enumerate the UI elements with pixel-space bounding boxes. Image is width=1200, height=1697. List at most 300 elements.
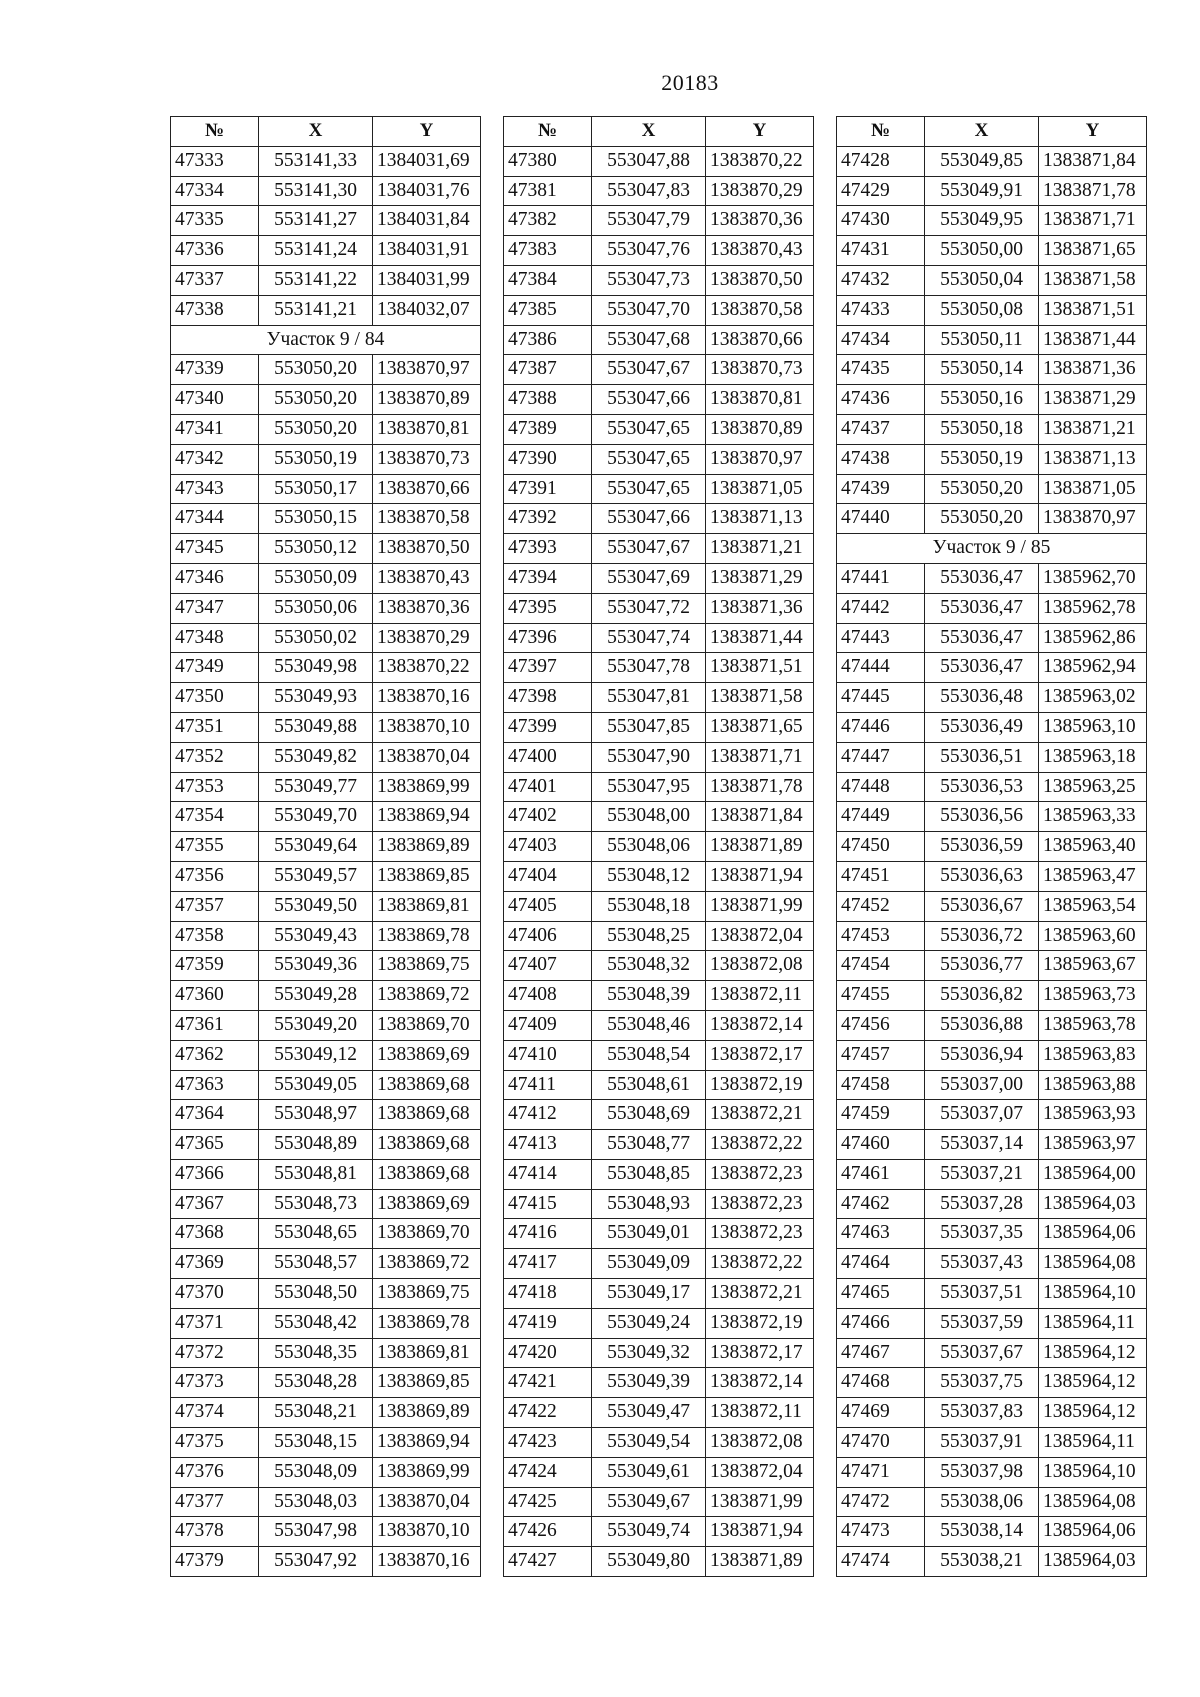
table-header-row <box>504 117 814 147</box>
table-row <box>837 981 1147 1011</box>
point-number: 47343 <box>171 474 259 504</box>
x-coordinate: 553037,14 <box>925 1130 1039 1160</box>
y-coordinate: 1384031,69 <box>373 146 481 176</box>
table-row <box>504 1428 814 1458</box>
y-coordinate: 1383869,78 <box>373 921 481 951</box>
y-coordinate: 1385963,33 <box>1039 802 1147 832</box>
x-coordinate: 553047,95 <box>592 772 706 802</box>
y-coordinate: 1383870,29 <box>706 176 814 206</box>
x-coordinate: 553037,21 <box>925 1159 1039 1189</box>
x-coordinate: 553036,51 <box>925 742 1039 772</box>
point-number: 47360 <box>171 981 259 1011</box>
x-coordinate: 553049,36 <box>259 951 373 981</box>
y-coordinate: 1383870,81 <box>706 385 814 415</box>
x-coordinate: 553047,72 <box>592 593 706 623</box>
x-coordinate: 553047,79 <box>592 206 706 236</box>
table-header-row <box>837 117 1147 147</box>
y-coordinate: 1383870,58 <box>706 295 814 325</box>
x-coordinate: 553050,20 <box>259 414 373 444</box>
point-number: 47353 <box>171 772 259 802</box>
point-number: 47333 <box>171 146 259 176</box>
point-number: 47391 <box>504 474 592 504</box>
x-coordinate: 553048,81 <box>259 1159 373 1189</box>
y-coordinate: 1383870,58 <box>373 504 481 534</box>
table-row <box>171 1547 481 1577</box>
table-row <box>171 712 481 742</box>
table-row <box>837 236 1147 266</box>
point-number: 47436 <box>837 385 925 415</box>
y-coordinate: 1384032,07 <box>373 295 481 325</box>
point-number: 47350 <box>171 683 259 713</box>
table-row <box>171 1398 481 1428</box>
y-coordinate: 1385963,88 <box>1039 1070 1147 1100</box>
y-coordinate: 1383871,21 <box>1039 414 1147 444</box>
y-coordinate: 1385964,12 <box>1039 1368 1147 1398</box>
x-coordinate: 553047,74 <box>592 623 706 653</box>
point-number: 47395 <box>504 593 592 623</box>
table-row <box>171 742 481 772</box>
table-row <box>837 176 1147 206</box>
y-coordinate: 1385963,78 <box>1039 1010 1147 1040</box>
x-coordinate: 553037,43 <box>925 1249 1039 1279</box>
table-row <box>171 802 481 832</box>
x-coordinate: 553049,05 <box>259 1070 373 1100</box>
y-coordinate: 1385963,67 <box>1039 951 1147 981</box>
y-coordinate: 1383871,51 <box>706 653 814 683</box>
x-coordinate: 553049,28 <box>259 981 373 1011</box>
table-row <box>504 1040 814 1070</box>
x-coordinate: 553049,47 <box>592 1398 706 1428</box>
x-coordinate: 553049,91 <box>925 176 1039 206</box>
y-coordinate: 1385964,11 <box>1039 1428 1147 1458</box>
y-coordinate: 1383869,89 <box>373 832 481 862</box>
point-number: 47444 <box>837 653 925 683</box>
table-row <box>171 1517 481 1547</box>
table-row <box>504 1100 814 1130</box>
table-row <box>504 444 814 474</box>
table-row <box>171 1159 481 1189</box>
point-number: 47335 <box>171 206 259 236</box>
y-coordinate: 1383869,68 <box>373 1159 481 1189</box>
point-number: 47470 <box>837 1428 925 1458</box>
point-number: 47374 <box>171 1398 259 1428</box>
point-number: 47448 <box>837 772 925 802</box>
y-coordinate: 1384031,99 <box>373 265 481 295</box>
point-number: 47359 <box>171 951 259 981</box>
y-coordinate: 1385963,83 <box>1039 1040 1147 1070</box>
x-coordinate: 553048,89 <box>259 1130 373 1160</box>
point-number: 47334 <box>171 176 259 206</box>
point-number: 47411 <box>504 1070 592 1100</box>
point-number: 47369 <box>171 1249 259 1279</box>
y-coordinate: 1383871,78 <box>1039 176 1147 206</box>
x-coordinate: 553141,24 <box>259 236 373 266</box>
table-row <box>504 265 814 295</box>
y-coordinate: 1383870,29 <box>373 623 481 653</box>
table-row <box>837 265 1147 295</box>
point-number: 47392 <box>504 504 592 534</box>
y-coordinate: 1383869,89 <box>373 1398 481 1428</box>
table-row <box>504 325 814 355</box>
point-number: 47356 <box>171 861 259 891</box>
x-coordinate: 553048,73 <box>259 1189 373 1219</box>
y-coordinate: 1383872,22 <box>706 1130 814 1160</box>
y-coordinate: 1385963,40 <box>1039 832 1147 862</box>
x-coordinate: 553047,68 <box>592 325 706 355</box>
x-coordinate: 553141,22 <box>259 265 373 295</box>
x-coordinate: 553049,20 <box>259 1010 373 1040</box>
table-row <box>171 176 481 206</box>
y-coordinate: 1383869,81 <box>373 891 481 921</box>
y-coordinate: 1383872,17 <box>706 1040 814 1070</box>
y-coordinate: 1385964,00 <box>1039 1159 1147 1189</box>
table-row <box>504 1279 814 1309</box>
y-coordinate: 1383871,84 <box>1039 146 1147 176</box>
coordinate-tables <box>170 116 1150 1586</box>
table-row <box>171 1279 481 1309</box>
point-number: 47344 <box>171 504 259 534</box>
x-coordinate: 553047,78 <box>592 653 706 683</box>
x-coordinate: 553050,11 <box>925 325 1039 355</box>
point-number: 47471 <box>837 1457 925 1487</box>
x-coordinate: 553049,74 <box>592 1517 706 1547</box>
table-row <box>504 981 814 1011</box>
y-coordinate: 1383870,81 <box>373 414 481 444</box>
x-coordinate: 553047,65 <box>592 414 706 444</box>
point-number: 47417 <box>504 1249 592 1279</box>
y-coordinate: 1383870,36 <box>373 593 481 623</box>
x-coordinate: 553141,27 <box>259 206 373 236</box>
x-coordinate: 553048,32 <box>592 951 706 981</box>
y-coordinate: 1383872,23 <box>706 1159 814 1189</box>
x-coordinate: 553047,73 <box>592 265 706 295</box>
point-number: 47466 <box>837 1308 925 1338</box>
point-number: 47390 <box>504 444 592 474</box>
point-number: 47468 <box>837 1368 925 1398</box>
header-number: № <box>837 117 925 147</box>
point-number: 47352 <box>171 742 259 772</box>
x-coordinate: 553049,95 <box>925 206 1039 236</box>
table-row <box>504 534 814 564</box>
table-row <box>837 1070 1147 1100</box>
x-coordinate: 553050,19 <box>925 444 1039 474</box>
x-coordinate: 553048,93 <box>592 1189 706 1219</box>
x-coordinate: 553048,12 <box>592 861 706 891</box>
point-number: 47377 <box>171 1487 259 1517</box>
x-coordinate: 553049,24 <box>592 1308 706 1338</box>
y-coordinate: 1383869,68 <box>373 1070 481 1100</box>
point-number: 47441 <box>837 563 925 593</box>
table-row <box>171 534 481 564</box>
x-coordinate: 553048,46 <box>592 1010 706 1040</box>
x-coordinate: 553048,28 <box>259 1368 373 1398</box>
point-number: 47437 <box>837 414 925 444</box>
table-row <box>171 1428 481 1458</box>
point-number: 47406 <box>504 921 592 951</box>
y-coordinate: 1383869,78 <box>373 1308 481 1338</box>
y-coordinate: 1383872,11 <box>706 1398 814 1428</box>
table-row <box>837 921 1147 951</box>
x-coordinate: 553048,39 <box>592 981 706 1011</box>
table-row <box>504 295 814 325</box>
y-coordinate: 1383870,50 <box>373 534 481 564</box>
point-number: 47453 <box>837 921 925 951</box>
table-row <box>171 891 481 921</box>
x-coordinate: 553050,19 <box>259 444 373 474</box>
table-row <box>171 653 481 683</box>
point-number: 47379 <box>171 1547 259 1577</box>
point-number: 47433 <box>837 295 925 325</box>
table-row <box>504 623 814 653</box>
x-coordinate: 553049,93 <box>259 683 373 713</box>
x-coordinate: 553036,72 <box>925 921 1039 951</box>
table-row <box>504 504 814 534</box>
x-coordinate: 553049,12 <box>259 1040 373 1070</box>
y-coordinate: 1383870,97 <box>706 444 814 474</box>
x-coordinate: 553047,67 <box>592 355 706 385</box>
y-coordinate: 1383871,94 <box>706 1517 814 1547</box>
y-coordinate: 1383870,22 <box>706 146 814 176</box>
table-row <box>171 951 481 981</box>
table-row <box>837 1040 1147 1070</box>
table-row <box>171 772 481 802</box>
table-row <box>504 1130 814 1160</box>
y-coordinate: 1385962,78 <box>1039 593 1147 623</box>
x-coordinate: 553050,20 <box>259 385 373 415</box>
point-number: 47413 <box>504 1130 592 1160</box>
table-row <box>504 1159 814 1189</box>
x-coordinate: 553048,03 <box>259 1487 373 1517</box>
y-coordinate: 1385962,86 <box>1039 623 1147 653</box>
x-coordinate: 553048,09 <box>259 1457 373 1487</box>
y-coordinate: 1383871,99 <box>706 1487 814 1517</box>
table-row <box>504 1338 814 1368</box>
coordinate-table-2 <box>503 116 814 1577</box>
x-coordinate: 553047,98 <box>259 1517 373 1547</box>
y-coordinate: 1383870,73 <box>373 444 481 474</box>
table-row <box>504 712 814 742</box>
y-coordinate: 1383871,44 <box>706 623 814 653</box>
x-coordinate: 553050,09 <box>259 563 373 593</box>
y-coordinate: 1385963,18 <box>1039 742 1147 772</box>
point-number: 47398 <box>504 683 592 713</box>
x-coordinate: 553048,25 <box>592 921 706 951</box>
table-row <box>837 1398 1147 1428</box>
x-coordinate: 553038,14 <box>925 1517 1039 1547</box>
table-row <box>171 414 481 444</box>
y-coordinate: 1383871,71 <box>1039 206 1147 236</box>
point-number: 47382 <box>504 206 592 236</box>
table-row <box>504 802 814 832</box>
table-row <box>837 1368 1147 1398</box>
table-row <box>171 861 481 891</box>
y-coordinate: 1385963,73 <box>1039 981 1147 1011</box>
point-number: 47428 <box>837 146 925 176</box>
point-number: 47400 <box>504 742 592 772</box>
y-coordinate: 1383869,94 <box>373 1428 481 1458</box>
y-coordinate: 1383869,75 <box>373 1279 481 1309</box>
y-coordinate: 1383870,97 <box>373 355 481 385</box>
header-y: Y <box>1039 117 1147 147</box>
point-number: 47402 <box>504 802 592 832</box>
section-row <box>171 325 481 355</box>
y-coordinate: 1385963,47 <box>1039 861 1147 891</box>
table-row <box>504 1219 814 1249</box>
y-coordinate: 1385963,10 <box>1039 712 1147 742</box>
x-coordinate: 553049,80 <box>592 1547 706 1577</box>
table-row <box>504 593 814 623</box>
x-coordinate: 553049,64 <box>259 832 373 862</box>
table-row <box>171 295 481 325</box>
y-coordinate: 1383869,72 <box>373 981 481 1011</box>
y-coordinate: 1383871,58 <box>1039 265 1147 295</box>
table-row <box>837 355 1147 385</box>
x-coordinate: 553037,59 <box>925 1308 1039 1338</box>
header-x: X <box>925 117 1039 147</box>
point-number: 47373 <box>171 1368 259 1398</box>
table-row <box>504 1398 814 1428</box>
point-number: 47345 <box>171 534 259 564</box>
x-coordinate: 553047,66 <box>592 385 706 415</box>
x-coordinate: 553047,69 <box>592 563 706 593</box>
y-coordinate: 1385964,03 <box>1039 1547 1147 1577</box>
point-number: 47384 <box>504 265 592 295</box>
table-row <box>504 474 814 504</box>
table-row <box>504 206 814 236</box>
point-number: 47371 <box>171 1308 259 1338</box>
point-number: 47346 <box>171 563 259 593</box>
y-coordinate: 1385964,08 <box>1039 1249 1147 1279</box>
x-coordinate: 553036,63 <box>925 861 1039 891</box>
x-coordinate: 553037,51 <box>925 1279 1039 1309</box>
table-row <box>504 832 814 862</box>
table-row <box>837 444 1147 474</box>
point-number: 47348 <box>171 623 259 653</box>
y-coordinate: 1383872,19 <box>706 1308 814 1338</box>
table-row <box>171 1219 481 1249</box>
header-y: Y <box>373 117 481 147</box>
point-number: 47473 <box>837 1517 925 1547</box>
y-coordinate: 1383871,89 <box>706 1547 814 1577</box>
point-number: 47445 <box>837 683 925 713</box>
table-row <box>171 474 481 504</box>
x-coordinate: 553049,09 <box>592 1249 706 1279</box>
table-row <box>837 802 1147 832</box>
table-row <box>837 593 1147 623</box>
point-number: 47434 <box>837 325 925 355</box>
table-row <box>171 1189 481 1219</box>
x-coordinate: 553050,02 <box>259 623 373 653</box>
point-number: 47370 <box>171 1279 259 1309</box>
y-coordinate: 1385964,06 <box>1039 1517 1147 1547</box>
x-coordinate: 553037,35 <box>925 1219 1039 1249</box>
table-row <box>171 146 481 176</box>
point-number: 47376 <box>171 1457 259 1487</box>
y-coordinate: 1383871,99 <box>706 891 814 921</box>
x-coordinate: 553048,77 <box>592 1130 706 1160</box>
table-row <box>504 414 814 444</box>
table-row <box>837 146 1147 176</box>
y-coordinate: 1383871,65 <box>1039 236 1147 266</box>
point-number: 47403 <box>504 832 592 862</box>
table-row <box>171 355 481 385</box>
x-coordinate: 553036,47 <box>925 653 1039 683</box>
point-number: 47459 <box>837 1100 925 1130</box>
table-row <box>504 861 814 891</box>
table-row <box>837 772 1147 802</box>
coordinate-table-1 <box>170 116 481 1577</box>
x-coordinate: 553050,12 <box>259 534 373 564</box>
table-row <box>837 206 1147 236</box>
table-row <box>504 1487 814 1517</box>
point-number: 47462 <box>837 1189 925 1219</box>
point-number: 47426 <box>504 1517 592 1547</box>
y-coordinate: 1383869,70 <box>373 1219 481 1249</box>
y-coordinate: 1383871,05 <box>1039 474 1147 504</box>
y-coordinate: 1385963,60 <box>1039 921 1147 951</box>
x-coordinate: 553036,77 <box>925 951 1039 981</box>
x-coordinate: 553050,20 <box>925 474 1039 504</box>
x-coordinate: 553050,15 <box>259 504 373 534</box>
x-coordinate: 553050,08 <box>925 295 1039 325</box>
point-number: 47372 <box>171 1338 259 1368</box>
x-coordinate: 553049,17 <box>592 1279 706 1309</box>
table-row <box>504 1457 814 1487</box>
table-row <box>171 1249 481 1279</box>
point-number: 47463 <box>837 1219 925 1249</box>
x-coordinate: 553048,97 <box>259 1100 373 1130</box>
point-number: 47338 <box>171 295 259 325</box>
x-coordinate: 553048,15 <box>259 1428 373 1458</box>
table-row <box>171 385 481 415</box>
point-number: 47365 <box>171 1130 259 1160</box>
point-number: 47472 <box>837 1487 925 1517</box>
header-number: № <box>504 117 592 147</box>
y-coordinate: 1383870,89 <box>706 414 814 444</box>
table-row <box>171 1308 481 1338</box>
point-number: 47416 <box>504 1219 592 1249</box>
x-coordinate: 553037,00 <box>925 1070 1039 1100</box>
y-coordinate: 1383871,44 <box>1039 325 1147 355</box>
x-coordinate: 553036,82 <box>925 981 1039 1011</box>
x-coordinate: 553036,88 <box>925 1010 1039 1040</box>
point-number: 47421 <box>504 1368 592 1398</box>
y-coordinate: 1383871,51 <box>1039 295 1147 325</box>
y-coordinate: 1383872,23 <box>706 1189 814 1219</box>
table-row <box>504 772 814 802</box>
y-coordinate: 1383871,36 <box>1039 355 1147 385</box>
x-coordinate: 553037,07 <box>925 1100 1039 1130</box>
header-number: № <box>171 117 259 147</box>
y-coordinate: 1383870,22 <box>373 653 481 683</box>
table-row <box>837 712 1147 742</box>
x-coordinate: 553049,57 <box>259 861 373 891</box>
table-header-row <box>171 117 481 147</box>
table-row <box>504 1547 814 1577</box>
x-coordinate: 553047,88 <box>592 146 706 176</box>
x-coordinate: 553036,47 <box>925 563 1039 593</box>
section-title: Участок 9 / 84 <box>171 325 481 355</box>
x-coordinate: 553048,69 <box>592 1100 706 1130</box>
x-coordinate: 553048,00 <box>592 802 706 832</box>
point-number: 47438 <box>837 444 925 474</box>
y-coordinate: 1385964,10 <box>1039 1457 1147 1487</box>
table-row <box>504 1368 814 1398</box>
point-number: 47388 <box>504 385 592 415</box>
point-number: 47393 <box>504 534 592 564</box>
x-coordinate: 553037,67 <box>925 1338 1039 1368</box>
table-row <box>837 295 1147 325</box>
